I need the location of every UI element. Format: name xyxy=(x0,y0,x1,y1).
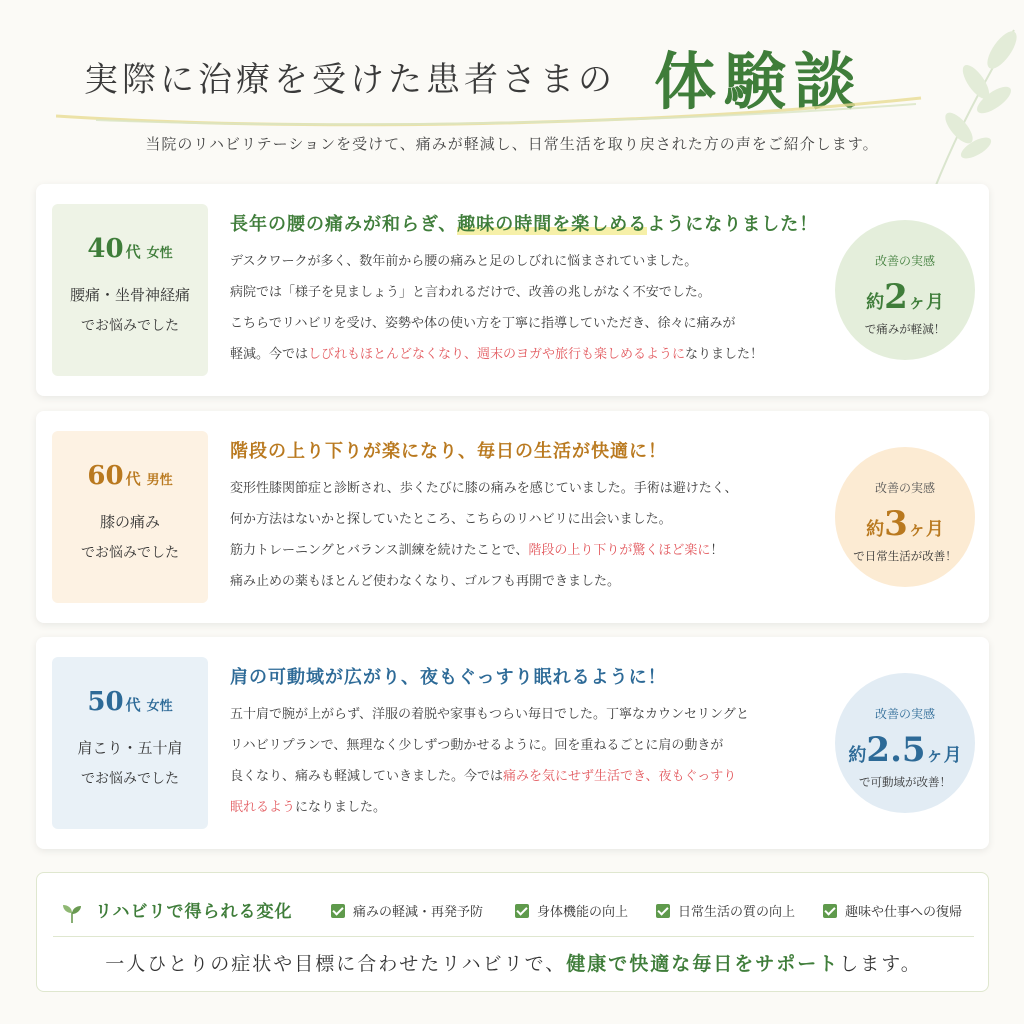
patient-profile xyxy=(52,657,208,829)
patient-gender: 女性 xyxy=(146,246,173,261)
testimonial-headline: 肩の可動域が広がり、夜もぐっすり眠れるように！ xyxy=(230,667,667,688)
highlight-text: 階段の上り下りが驚くほど楽に xyxy=(528,543,711,558)
closing-message: 一人ひとりの症状や目標に合わせたリハビリで、健康で快適な毎日をサポートします。 xyxy=(105,953,922,975)
testimonial-line: 痛み止めの薬もほとんど使わなくなり、ゴルフも再開できました。 xyxy=(230,574,621,589)
testimonial-headline: 長年の腰の痛みが和らぎ、趣味の時間を楽しめるようになりました！ xyxy=(230,214,819,235)
page-title-main: 体験談 xyxy=(654,45,865,118)
badge-value: 約2.5ヶ月 xyxy=(848,730,962,770)
improvement-badge xyxy=(835,447,975,587)
check-icon xyxy=(823,904,837,918)
testimonial-card xyxy=(36,637,989,849)
testimonial-line: 筋力トレーニングとバランス訓練を続けたことで、階段の上り下りが驚くほど楽に！ xyxy=(230,543,724,558)
testimonial-card xyxy=(36,184,989,396)
patient-profile xyxy=(52,431,208,603)
testimonial-line: デスクワークが多く、数年前から腰の痛みと足のしびれに悩まされていました。 xyxy=(230,254,698,269)
testimonial-line: 病院では「様子を見ましょう」と言われるだけで、改善の兆しがなく不安でした。 xyxy=(230,285,711,300)
testimonial-line: リハビリプランで、無理なく少しずつ動かせるように。回を重ねるごとに肩の動きが xyxy=(230,738,724,753)
divider xyxy=(53,936,974,937)
highlight-text: 痛みを気にせず生活でき、夜もぐっすり xyxy=(503,769,737,784)
testimonial-headline: 階段の上り下りが楽になり、毎日の生活が快適に！ xyxy=(230,441,667,462)
badge-label: 改善の実感 xyxy=(874,481,935,495)
badge-label: 改善の実感 xyxy=(874,707,935,721)
testimonial-line: 軽減。今ではしびれもほとんどなくなり、週末のヨガや旅行も楽しめるようになりました！ xyxy=(230,347,764,362)
testimonial-body xyxy=(230,663,830,823)
badge-value: 約2ヶ月 xyxy=(866,277,944,317)
patient-condition: 肩こり・五十肩 xyxy=(77,739,183,757)
title-underline-swoosh xyxy=(56,90,926,130)
badge-note: で可動域が改善！ xyxy=(859,775,951,789)
benefit-item: 趣味や仕事への復帰 xyxy=(823,901,962,920)
improvement-badge xyxy=(835,220,975,360)
benefit-item: 痛みの軽減・再発予防 xyxy=(331,901,483,920)
sprout-icon xyxy=(61,903,83,923)
badge-note: で日常生活が改善！ xyxy=(853,549,957,563)
testimonial-line: 良くなり、痛みも軽減していきました。今では痛みを気にせず生活でき、夜もぐっすり xyxy=(230,769,737,784)
benefit-item: 身体機能の向上 xyxy=(515,901,628,920)
patient-worry: でお悩みでした xyxy=(81,771,179,787)
badge-label: 改善の実感 xyxy=(874,254,935,268)
testimonial-line: 眠れるようになりました。 xyxy=(230,800,387,815)
patient-age: 40 代 女性 xyxy=(87,234,173,264)
highlight-text: しびれもほとんどなくなり、週末のヨガや旅行も楽しめるように xyxy=(308,347,686,362)
check-icon xyxy=(331,904,345,918)
benefit-item: 日常生活の質の向上 xyxy=(656,901,795,920)
testimonial-body xyxy=(230,437,830,597)
benefits-panel xyxy=(36,872,989,992)
highlight-text: 眠れるよう xyxy=(230,800,296,815)
patient-age: 50 代 女性 xyxy=(87,687,173,717)
benefits-header xyxy=(61,895,966,925)
patient-condition: 膝の痛み xyxy=(99,513,160,531)
patient-worry: でお悩みでした xyxy=(81,318,179,334)
badge-note: で痛みが軽減！ xyxy=(864,322,946,336)
check-icon xyxy=(515,904,529,918)
patient-gender: 男性 xyxy=(146,473,173,488)
patient-profile xyxy=(52,204,208,376)
intro-text: 当院のリハビリテーションを受けて、痛みが軽減し、日常生活を取り戻された方の声をご紹介します。 xyxy=(145,135,879,153)
badge-value: 約3ヶ月 xyxy=(866,504,944,544)
page-title-lead: 実際に治療を受けた患者さまの xyxy=(84,60,616,100)
testimonial-line: こちらでリハビリを受け、姿勢や体の使い方を丁寧に指導していただき、徐々に痛みが xyxy=(230,316,736,331)
patient-worry: でお悩みでした xyxy=(81,545,179,561)
page-header xyxy=(0,28,1024,118)
patient-condition: 腰痛・坐骨神経痛 xyxy=(69,286,190,304)
check-icon xyxy=(656,904,670,918)
patient-age: 60 代 男性 xyxy=(87,461,173,491)
testimonial-line: 変形性膝関節症と診断され、歩くたびに膝の痛みを感じていました。手術は避けたく、 xyxy=(230,481,738,496)
testimonial-card xyxy=(36,411,989,623)
benefits-title: リハビリで得られる変化 xyxy=(61,897,293,923)
testimonial-line: 何か方法はないかと探していたところ、こちらのリハビリに出会いました。 xyxy=(230,512,672,527)
improvement-badge xyxy=(835,673,975,813)
testimonial-body xyxy=(230,210,830,370)
testimonial-line: 五十肩で腕が上がらず、洋服の着脱や家事もつらい毎日でした。丁寧なカウンセリングと xyxy=(230,707,749,722)
patient-gender: 女性 xyxy=(146,699,173,714)
